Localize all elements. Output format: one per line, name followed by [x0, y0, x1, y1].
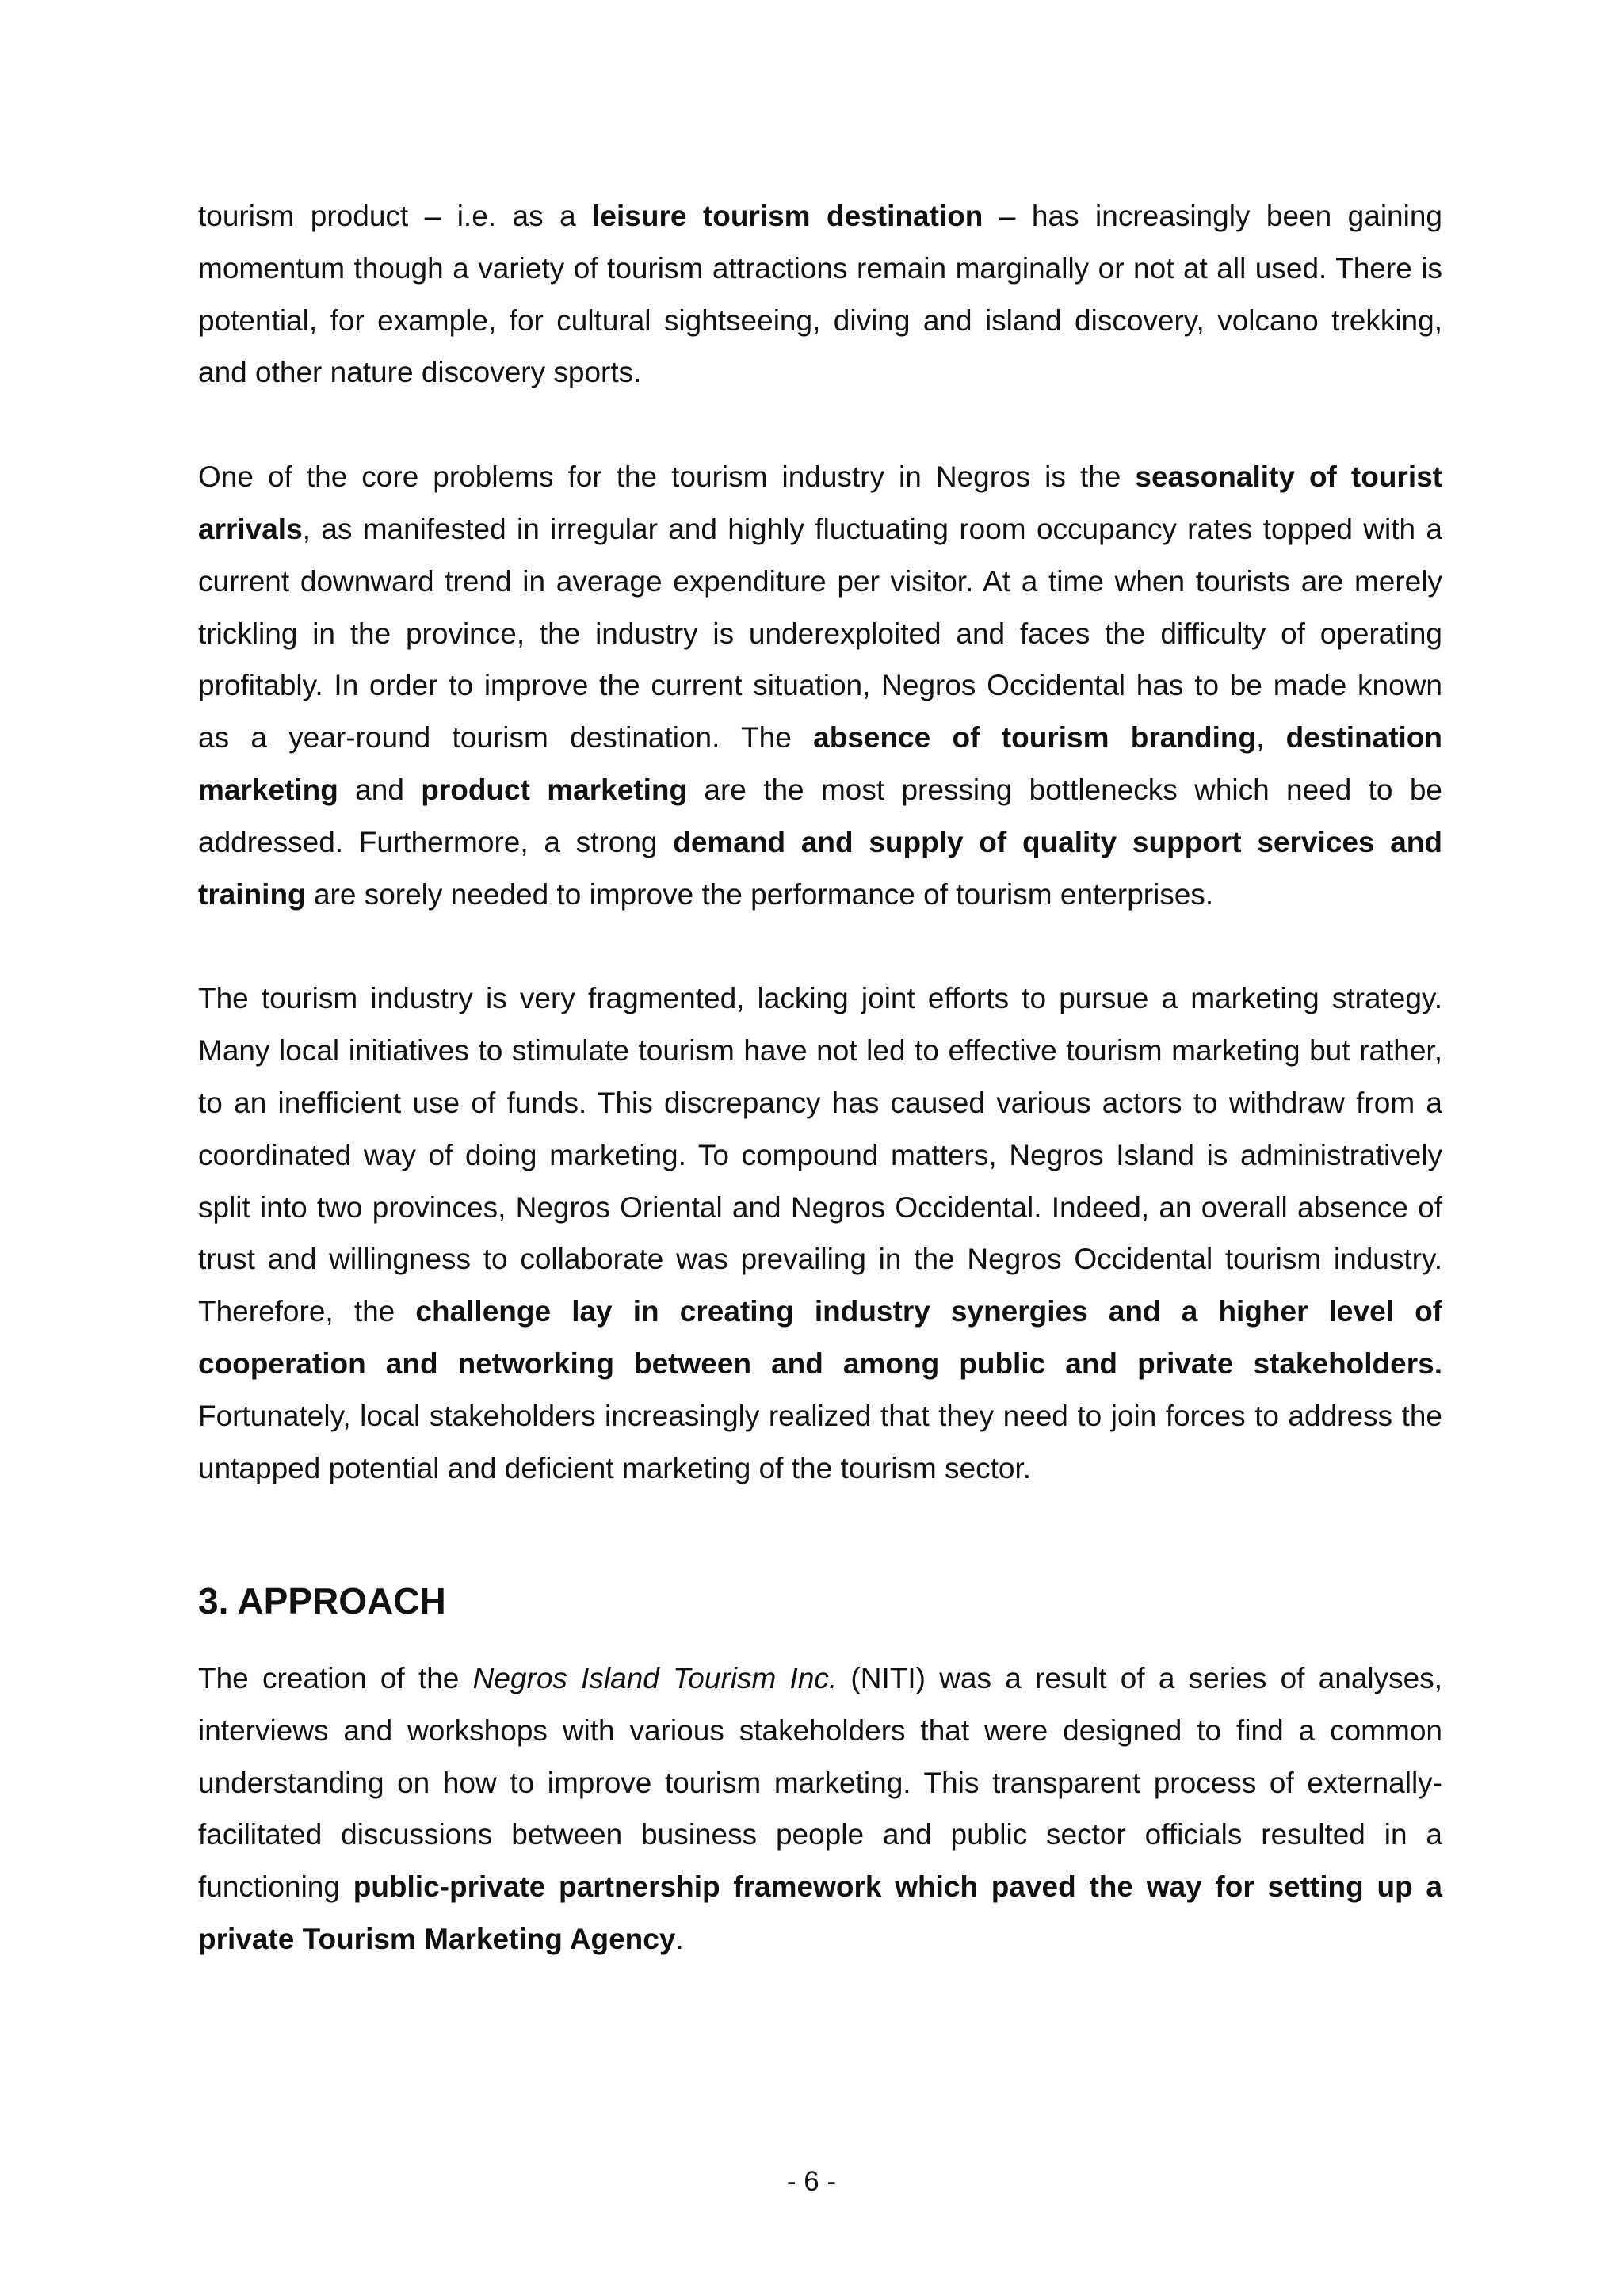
- text-run: .: [675, 1922, 684, 1955]
- bold-text: destination marketing: [198, 721, 1443, 806]
- text-run: One of the core problems for the tourism industry in Negros is the: [198, 460, 1136, 494]
- bold-text: challenge lay in creating industry synergies and a higher level of cooperation and networking between and among public and private stakeholders.: [198, 1295, 1442, 1380]
- text-run: are the most pressing bottlenecks which need to be addressed. Furthermore, a strong: [198, 773, 1442, 858]
- paragraph-approach: [198, 1652, 1442, 1966]
- bold-text: public-private partnership framework which paved the way for setting up a private Tourism Marketing Agency: [198, 1870, 1443, 1955]
- page-number: - 6 -: [786, 2166, 837, 2197]
- text-run: tourism product – i.e. as a: [198, 200, 593, 232]
- body-text: [198, 190, 1442, 1494]
- text-run: Fortunately, local stakeholders increasingly realized that they need to join forces to address the untapped potential and deficient marketing of the tourism sector.: [198, 1399, 1442, 1484]
- italic-text: Negros Island Tourism Inc.: [472, 1662, 838, 1694]
- text-run: , as manifested in irregular and highly fluctuating room occupancy rates topped with a current downward trend in average expenditure per visitor. At a time when tourists are merely trickling in the province, the industry is underexploited and faces the difficulty of operating profitably. In order to improve the current situation, Negros Occidental has to be made known as a year-round tourism destination. The: [198, 512, 1442, 755]
- bold-text: absence of tourism branding: [813, 721, 1257, 755]
- text-run: The tourism industry is very fragmented, lacking joint efforts to pursue a marketing strategy. Many local initiatives to stimulate tourism have not led to effective tourism marketing but rather, to an inefficient use of funds. This discrepancy has caused various actors to withdraw from a coordinated way of doing marketing. To compound matters, Negros Island is administratively split into two provinces, Negros Oriental and Negros Occidental. Indeed, an overall absence of trust and willingness to collaborate was prevailing in the Negros Occidental tourism industry. Therefore, the: [198, 982, 1442, 1328]
- text-run: The creation of the: [198, 1662, 473, 1694]
- text-run: and: [338, 773, 422, 806]
- bold-text: product marketing: [421, 773, 688, 806]
- approach-section: [198, 1652, 1442, 1966]
- bold-text: demand and supply of quality support services and training: [198, 825, 1442, 911]
- section-heading-approach: 3. APPROACH: [198, 1580, 446, 1622]
- paragraph-leisure-destination: [198, 190, 1442, 399]
- bold-text: leisure tourism destination: [592, 200, 983, 232]
- text-run: (NITI) was a result of a series of analyses, interviews and workshops with various stakeholders that were designed to find a common understanding on how to improve tourism marketing. This transparent process of externally-facilitated discussions between business people and public sector officials resulted in a functioning: [198, 1662, 1442, 1904]
- text-run: – has increasingly been gaining momentum though a variety of tourism attractions remain marginally or not at all used. There is potential, for example, for cultural sightseeing, diving and island discovery, volcano trekking, and other nature discovery sports.: [198, 200, 1443, 389]
- text-run: are sorely needed to improve the performance of tourism enterprises.: [305, 877, 1214, 911]
- text-run: ,: [1256, 721, 1286, 755]
- paragraph-fragmentation: [198, 972, 1442, 1494]
- bold-text: seasonality of tourist arrivals: [198, 460, 1442, 545]
- paragraph-seasonality: [198, 451, 1442, 920]
